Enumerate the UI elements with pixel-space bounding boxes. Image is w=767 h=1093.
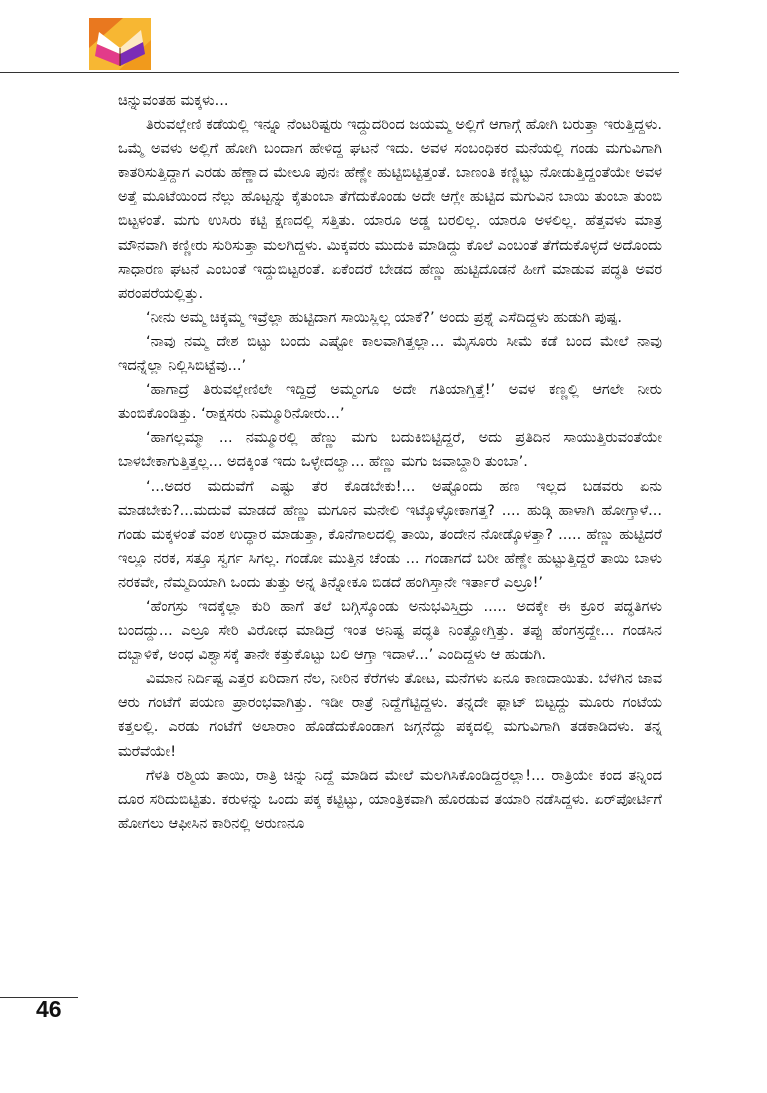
paragraph: ‘ಹಾಗಲ್ಲಮ್ಮಾ ... ನಮ್ಮೂರಲ್ಲಿ ಹೆಣ್ಣು ಮಗು ಬದುಕಿಬಿಟ್ಟಿದ್ದರೆ, ಅದು ಪ್ರತಿದಿನ ಸಾಯುತ್ತಿರುವಂತೆಯೇ ಬಾಳಬೇಕಾಗುತ್ತಿತ್ತಲ್ಲ... ಅದಕ್ಕಿಂತ ಇದು ಒಳ್ಳೇದಲ್ವಾ... ಹೆಣ್ಣು ಮಗು ಜವಾಬ್ದಾರಿ ತುಂಬಾ’. [118,430,662,471]
paragraph: ತಿರುವಲ್ಲೇಣಿ ಕಡೆಯಲ್ಲಿ ಇನ್ನೂ ನೆಂಟರಿಷ್ಟರು ಇದ್ದುದರಿಂದ ಜಯಮ್ಮ ಅಲ್ಲಿಗೆ ಆಗಾಗ್ಗೆ ಹೋಗಿ ಬರುತ್ತಾ ಇರುತ್ತಿದ್ದಳು. ಒಮ್ಮೆ ಅವಳು ಅಲ್ಲಿಗೆ ಹೋಗಿ ಬಂದಾಗ ಹೇಳಿದ್ದ ಘಟನೆ ಇದು. ಅವಳ ಸಂಬಂಧಿಕರ ಮನೆಯಲ್ಲಿ ಗಂಡು ಮಗುವಿಗಾಗಿ ಕಾತರಿಸುತ್ತಿದ್ದಾಗ ಎರಡು ಹೆಣ್ಣಾದ ಮೇಲೂ ಪುನಃ ಹೆಣ್ಣೇ ಹುಟ್ಟಿಬಿಟ್ಟಿತ್ತಂತೆ. ಬಾಣಂತಿ ಕಣ್ಣಿಟ್ಟು ನೋಡುತ್ತಿದ್ದಂತೆಯೇ ಅವಳ ಅತ್ತೆ ಮೂಟೆಯಿಂದ ನೆಲ್ಲು ಹೊಟ್ಟನ್ನು ಕೈತುಂಬಾ ತೆಗೆದುಕೊಂಡು ಅದೇ ಆಗ್ಲೇ ಹುಟ್ಟಿದ ಮಗುವಿನ ಬಾಯಿ ತುಂಬಾ ತುಂಬಿ ಬಿಟ್ಟಳಂತೆ. ಮಗು ಉಸಿರು ಕಟ್ಟಿ ಕ್ಷಣದಲ್ಲಿ ಸತ್ತಿತು. ಯಾರೂ ಅಡ್ಡ ಬರಲಿಲ್ಲ. ಯಾರೂ ಅಳಲಿಲ್ಲ. ಹೆತ್ತವಳು ಮಾತ್ರ ಮೌನವಾಗಿ ಕಣ್ಣೀರು ಸುರಿಸುತ್ತಾ ಮಲಗಿದ್ದಳು. ಮಿಕ್ಕವರು ಮುದುಕಿ ಮಾಡಿದ್ದು ಕೊಲೆ ಎಂಬಂತೆ ತೆಗೆದುಕೊಳ್ಳದೆ ಅದೊಂದು ಸಾಧಾರಣ ಘಟನೆ ಎಂಬಂತೆ ಇದ್ದುಬಿಟ್ಟರಂತೆ. ಏಕೆಂದರೆ ಬೇಡದ ಹೆಣ್ಣು ಹುಟ್ಟಿದೊಡನೆ ಹೀಗೆ ಮಾಡುವ ಪದ್ಧತಿ ಅವರ ಪರಂಪರೆಯಲ್ಲಿತ್ತು. [118,117,662,302]
paragraph: ‘...ಅದರ ಮದುವೆಗೆ ಎಷ್ಟು ತೆರ ಕೊಡಬೇಕು!... ಅಷ್ಟೊಂದು ಹಣ ಇಲ್ಲದ ಬಡವರು ಏನು ಮಾಡಬೇಕು?...ಮದುವೆ ಮಾಡದೆ ಹೆಣ್ಣು ಮಗೂನ ಮನೇಲಿ ಇಟ್ಕೊಳ್ಳೋಕಾಗತ್ತ? .... ಹುಡ್ಗಿ ಹಾಳಾಗಿ ಹೋಗ್ತಾಳೆ... ಗಂಡು ಮಕ್ಕಳಂತೆ ವಂಶ ಉದ್ಧಾರ ಮಾಡುತ್ತಾ, ಕೊನೆಗಾಲದಲ್ಲಿ ತಾಯಿ, ತಂದೇನ ನೋಡ್ಕೊಳತ್ತಾ? ..... ಹೆಣ್ಣು ಹುಟ್ಟಿದರೆ ಇಲ್ಲೂ ನರಕ, ಸತ್ತೂ ಸ್ವರ್ಗ ಸಿಗಲ್ಲ. ಗಂಡೋ ಮುತ್ತಿನ ಚೆಂಡು ... ಗಂಡಾಗದೆ ಬರೀ ಹೆಣ್ಣೇ ಹುಟ್ಟುತ್ತಿದ್ದರೆ ತಾಯಿ ಬಾಳು ನರಕವೇ, ನೆಮ್ಮದಿಯಾಗಿ ಒಂದು ತುತ್ತು ಅನ್ನ ತಿನ್ನೋಕೂ ಬಿಡದೆ ಹಂಗಿಸ್ತಾನೇ ಇರ್ತಾರೆ ಎಲ್ರೂ!’ [118,478,662,591]
paragraph: ‘ನೀನು ಅಮ್ಮ ಚಿಕ್ಕಮ್ಮ ಇವ್ರೆಲ್ಲಾ ಹುಟ್ಟಿದಾಗ ಸಾಯಿಸ್ಲಿಲ್ಲ ಯಾಕೆ?’ ಅಂದು ಪ್ರಶ್ನೆ ಎಸೆದಿದ್ದಳು ಹುಡುಗಿ ಪುಷ್ಪ. [146,309,622,326]
paragraph: ‘ನಾವು ನಮ್ಮ ದೇಶ ಬಿಟ್ಟು ಬಂದು ಎಷ್ಟೋ ಕಾಲವಾಗಿತ್ತಲ್ಲಾ... ಮೈಸೂರು ಸೀಮೆ ಕಡೆ ಬಂದ ಮೇಲೆ ನಾವು ಇದನ್ನೆಲ್ಲಾ ನಿಲ್ಲಿಸಿಬಿಟ್ಟೆವು...’ [118,333,662,375]
paragraph: ವಿಮಾನ ನಿರ್ದಿಷ್ಟ ಎತ್ತರ ಏರಿದಾಗ ನೆಲ, ನೀರಿನ ಕೆರೆಗಳು ತೋಟ, ಮನೆಗಳು ಏನೂ ಕಾಣದಾಯಿತು. ಬೆಳಗಿನ ಜಾವ ಆರು ಗಂಟೆಗೆ ಪಯಣ ಪ್ರಾರಂಭವಾಗಿತ್ತು. ಇಡೀ ರಾತ್ರೆ ನಿದ್ದೆಗೆಟ್ಟಿದ್ದಳು. ತನ್ನದೇ ಫ್ಲಾಟ್ ಬಿಟ್ಟದ್ದು ಮೂರು ಗಂಟೆಯ ಕತ್ತಲಲ್ಲಿ. ಎರಡು ಗಂಟೆಗೆ ಅಲಾರಾಂ ಹೊಡೆದುಕೊಂಡಾಗ ಜಗ್ಗನೆದ್ದು ಪಕ್ಕದಲ್ಲಿ ಮಗುವಿಗಾಗಿ ತಡಕಾಡಿದಳು. ತನ್ನ ಮರೆವೆಯೇ! [118,671,662,760]
paragraph: ಚಿನ್ನುವಂತಹ ಮಕ್ಕಳು... [118,93,229,109]
paragraph: ‘ಹೆಂಗಸ್ರು ಇದಕ್ಕೆಲ್ಲಾ ಕುರಿ ಹಾಗೆ ತಲೆ ಬಗ್ಗಿಸ್ಕೊಂಡು ಅನುಭವಿಸ್ತಿದ್ರು ..... ಅದಕ್ಕೇ ಈ ಕ್ರೂರ ಪದ್ಧತಿಗಳು ಬಂದದ್ದು... ಎಲ್ರೂ ಸೇರಿ ವಿರೋಧ ಮಾಡಿದ್ರೆ ಇಂತ ಅನಿಷ್ಟ ಪದ್ಧತಿ ನಿಂತ್ಹೋಗ್ತಿತ್ತು. ತಪ್ಪು ಹೆಂಗಸ್ರದ್ದೇ... ಗಂಡಸಿನ ದಬ್ಬಾಳಿಕೆ, ಅಂಧ ವಿಶ್ವಾಸಕ್ಕೆ ತಾನೇ ಕತ್ತುಕೊಟ್ಟು ಬಲಿ ಆಗ್ತಾ ಇದಾಳೆ...’ ಎಂದಿದ್ದಳು ಆ ಹುಡುಗಿ. [118,598,662,664]
paragraph: ‘ಹಾಗಾದ್ರೆ ತಿರುವಲ್ಲೇಣಿಲೇ ಇದ್ದಿದ್ರೆ ಅಮ್ಮಂಗೂ ಅದೇ ಗತಿಯಾಗ್ತಿತ್ತೆ!’ ಅವಳ ಕಣ್ಣಲ್ಲಿ ಆಗಲೇ ನೀರು ತುಂಬಿಕೊಂಡಿತ್ತು. ‘ರಾಕ್ಷಸರು ನಿಮ್ಮೂರಿನೋರು...’ [118,382,662,423]
body-text [118,89,662,836]
header-rule [0,72,679,73]
paragraph: ಗೆಳತಿ ರಶ್ಮಿಯ ತಾಯಿ, ರಾತ್ರಿ ಚಿನ್ನು ನಿದ್ದೆ ಮಾಡಿದ ಮೇಲೆ ಮಲಗಿಸಿಕೊಂಡಿದ್ದರಲ್ಲಾ!... ರಾತ್ರಿಯೇ ಕಂದ ತನ್ನಿಂದ ದೂರ ಸರಿದುಬಿಟ್ಟಿತು. ಕರುಳನ್ನು ಒಂದು ಪಕ್ಕ ಕಟ್ಟಿಟ್ಟು, ಯಾಂತ್ರಿಕವಾಗಿ ಹೊರಡುವ ತಯಾರಿ ನಡೆಸಿದ್ದಳು. ಏರ್‌ಪೋರ್ಟಿಗೆ ಹೋಗಲು ಆಫೀಸಿನ ಕಾರಿನಲ್ಲಿ ಅರುಣನೂ [118,767,662,832]
page-number: 46 [36,996,62,1022]
book-logo-icon [89,18,151,70]
